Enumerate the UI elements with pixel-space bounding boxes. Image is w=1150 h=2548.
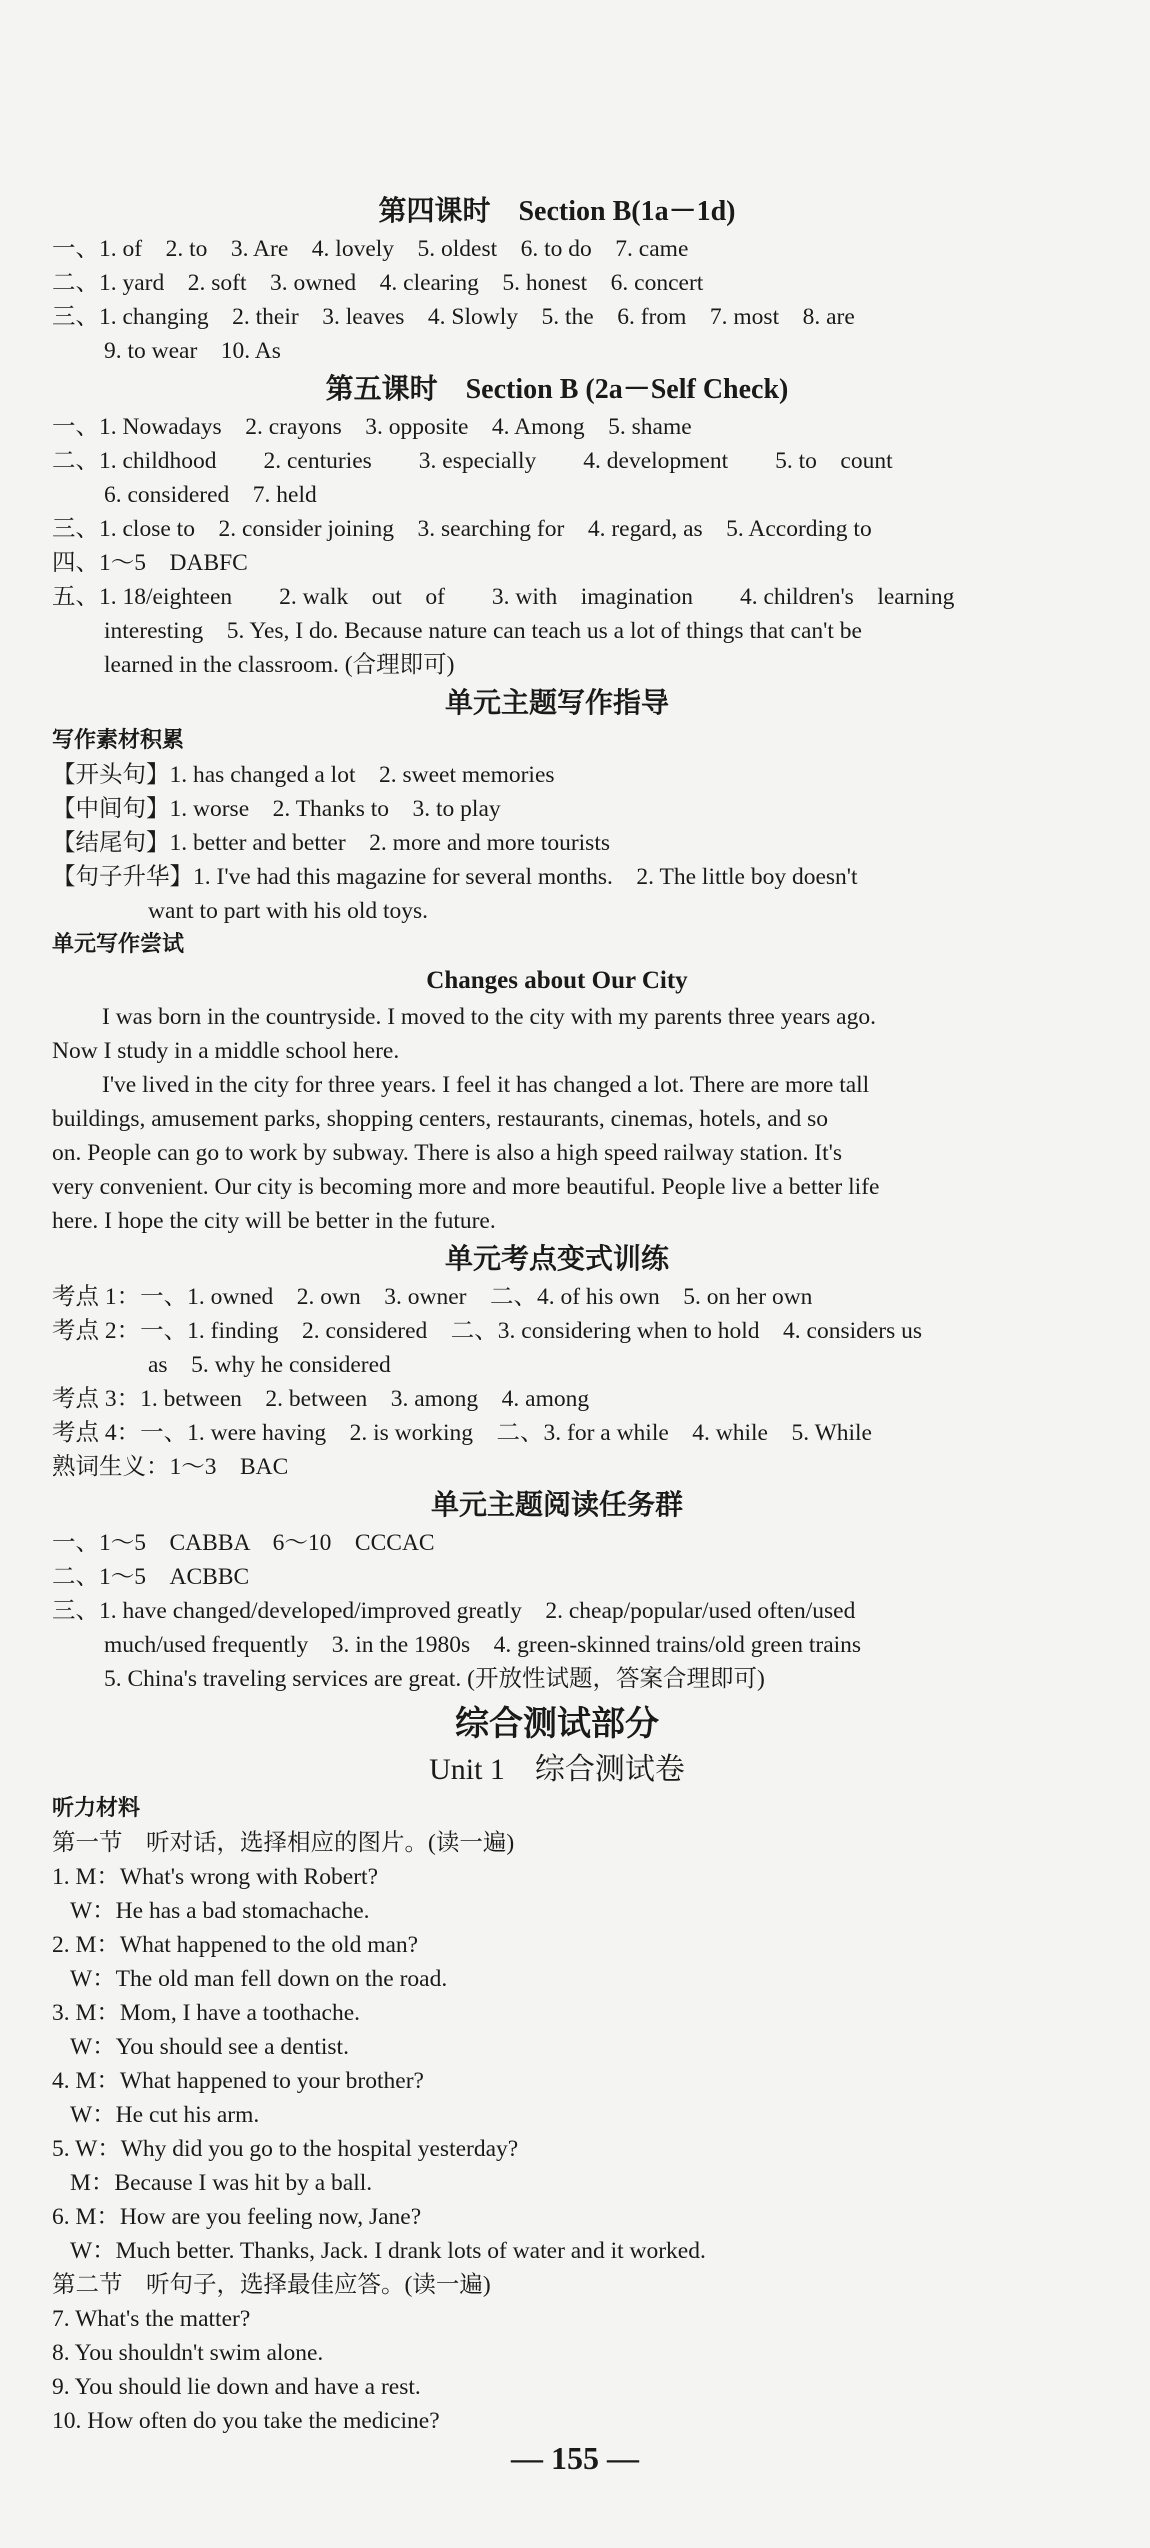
ending-sentences: 【结尾句】1. better and better 2. more and more tourists <box>52 830 610 856</box>
sec5-line-1: 一、1. Nowadays 2. crayons 3. opposite 4. Among 5. shame <box>52 414 692 440</box>
sec4-line-2: 二、1. yard 2. soft 3. owned 4. clearing 5. honest 6. concert <box>52 270 704 296</box>
kaodian-title: 单元考点变式训练 <box>444 1242 669 1275</box>
kaodian-2-cont: as 5. why he considered <box>148 1352 391 1378</box>
unit-test-title: Unit 1 综合测试卷 <box>429 1753 685 1786</box>
page-number: — 155 — <box>511 2440 639 2476</box>
listening-part-1: 第一节 听对话，选择相应的图片。(读一遍) <box>52 1830 515 1856</box>
section4-title: 第四课时 Section B(1a－1d) <box>378 196 736 227</box>
dialogue-line: W：Much better. Thanks, Jack. I drank lots of water and it worked. <box>70 2238 706 2264</box>
dialogue-line: 3. M：Mom, I have a toothache. <box>52 2000 361 2026</box>
kaodian-3: 考点 3：1. between 2. between 3. among 4. among <box>52 1386 590 1412</box>
writing-material-heading: 写作素材积累 <box>52 728 185 753</box>
section5-title: 第五课时 Section B (2a－Self Check) <box>325 374 789 405</box>
upgrade-sentences: 【句子升华】1. I've had this magazine for several months. 2. The little boy doesn't <box>52 864 858 890</box>
kaodian-1: 考点 1：一、1. owned 2. own 3. owner 二、4. of his own 5. on her own <box>52 1284 813 1310</box>
essay-title: Changes about Our City <box>426 967 688 994</box>
dialogue-line: M：Because I was hit by a ball. <box>70 2170 373 2196</box>
reading-3-cont2: 5. China's traveling services are great. (开放性试题，答案合理即可) <box>104 1666 765 1692</box>
sec5-line-3: 三、1. close to 2. consider joining 3. searching for 4. regard, as 5. According to <box>52 516 872 542</box>
listening-part-2: 第二节 听句子，选择最佳应答。(读一遍) <box>52 2272 491 2298</box>
essay-p2-line: I've lived in the city for three years. I feel it has changed a lot. There are more tall <box>102 1072 870 1098</box>
listening-material-heading: 听力材料 <box>52 1796 141 1821</box>
essay-p2-line: very convenient. Our city is becoming more and more beautiful. People live a better life <box>52 1174 880 1200</box>
essay-p2-line: buildings, amusement parks, shopping centers, restaurants, cinemas, hotels, and so <box>52 1106 828 1132</box>
essay-p1-line: I was born in the countryside. I moved to the city with my parents three years ago. <box>102 1004 876 1030</box>
sentence-7: 7. What's the matter? <box>52 2306 251 2332</box>
sec4-line-3-cont: 9. to wear 10. As <box>104 338 281 364</box>
comprehensive-test-title: 综合测试部分 <box>455 1704 659 1744</box>
sec4-line-1: 一、1. of 2. to 3. Are 4. lovely 5. oldest 6. to do 7. came <box>52 236 689 262</box>
opening-sentences: 【开头句】1. has changed a lot 2. sweet memories <box>52 762 555 788</box>
sec5-line-5: 五、1. 18/eighteen 2. walk out of 3. with imagination 4. children's learning <box>52 584 955 610</box>
sec5-line-5-cont1: interesting 5. Yes, I do. Because nature can teach us a lot of things that can't be <box>104 618 862 644</box>
kaodian-2: 考点 2：一、1. finding 2. considered 二、3. considering when to hold 4. considers us <box>52 1318 923 1344</box>
reading-3: 三、1. have changed/developed/improved greatly 2. cheap/popular/used often/used <box>52 1598 856 1624</box>
sentence-10: 10. How often do you take the medicine? <box>52 2408 440 2434</box>
sec5-line-5-cont2: learned in the classroom. (合理即可) <box>104 652 455 678</box>
reading-task-title: 单元主题阅读任务群 <box>430 1488 683 1521</box>
dialogue-line: 1. M：What's wrong with Robert? <box>52 1864 379 1890</box>
dialogue-line: W：He has a bad stomachache. <box>70 1898 370 1924</box>
reading-2: 二、1～5 ACBBC <box>52 1564 250 1590</box>
essay-p1-line: Now I study in a middle school here. <box>52 1038 400 1064</box>
dialogue-line: W：You should see a dentist. <box>70 2034 349 2060</box>
sec5-line-2-cont: 6. considered 7. held <box>104 482 317 508</box>
essay-p2-line: here. I hope the city will be better in the future. <box>52 1208 496 1234</box>
familiar-word-new-meaning: 熟词生义：1～3 BAC <box>52 1454 289 1480</box>
essay-paragraph-1 <box>52 1000 1052 1068</box>
essay-p2-line: on. People can go to work by subway. There is also a high speed railway station. It's <box>52 1140 843 1166</box>
dialogue-line: 5. W：Why did you go to the hospital yesterday? <box>52 2136 519 2162</box>
dialogue-line: 6. M：How are you feeling now, Jane? <box>52 2204 422 2230</box>
answer-content <box>52 190 1062 2438</box>
sec5-line-4: 四、1～5 DABFC <box>52 550 248 576</box>
reading-1: 一、1～5 CABBA 6～10 CCCAC <box>52 1530 435 1556</box>
upgrade-sentences-cont: want to part with his old toys. <box>148 898 429 924</box>
middle-sentences: 【中间句】1. worse 2. Thanks to 3. to play <box>52 796 501 822</box>
sentence-9: 9. You should lie down and have a rest. <box>52 2374 421 2400</box>
sentence-8: 8. You shouldn't swim alone. <box>52 2340 324 2366</box>
dialogue-line: W：He cut his arm. <box>70 2102 260 2128</box>
sec4-line-3: 三、1. changing 2. their 3. leaves 4. Slowly 5. the 6. from 7. most 8. are <box>52 304 855 330</box>
dialogue-line: 4. M：What happened to your brother? <box>52 2068 424 2094</box>
kaodian-4: 考点 4：一、1. were having 2. is working 二、3. for a while 4. while 5. While <box>52 1420 872 1446</box>
writing-attempt-heading: 单元写作尝试 <box>52 932 185 957</box>
dialogue-line: 2. M：What happened to the old man? <box>52 1932 419 1958</box>
sec5-line-2: 二、1. childhood 2. centuries 3. especially 4. development 5. to count <box>52 448 893 474</box>
reading-3-cont1: much/used frequently 3. in the 1980s 4. green-skinned trains/old green trains <box>104 1632 862 1658</box>
essay-paragraph-2 <box>52 1068 1052 1238</box>
dialogue-line: W：The old man fell down on the road. <box>70 1966 448 1992</box>
writing-guide-title: 单元主题写作指导 <box>444 686 669 719</box>
